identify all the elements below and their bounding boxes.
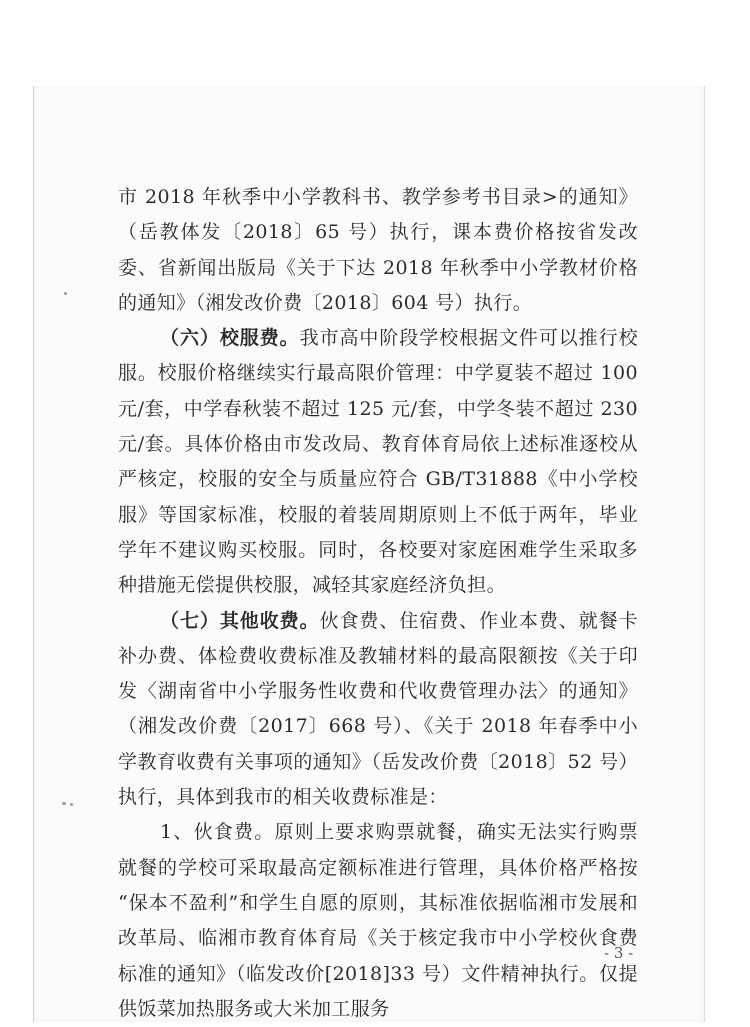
section-heading-other-fees: （七）其他收费。 bbox=[160, 609, 320, 632]
page-number: - 3 - bbox=[604, 944, 634, 962]
scan-speck bbox=[62, 802, 66, 805]
paragraph-uniform-fee bbox=[118, 321, 638, 603]
paragraph-meal-fee: 1、伙食费。原则上要求购票就餐，确实无法实行购票就餐的学校可采取最高定额标准进行管理，具体价格严格按 “保本不盈利”和学生自愿的原则，其标准依据临湘市发展和改革局、临湘市教育体育局《关于核定我市中小学校伙食费标准的通知》（临发改价[2018]33 号）文件精神执行。仅提供饭菜加热服务或大米加工服务 bbox=[118, 821, 638, 1020]
uniform-fee-text: 我市高中阶段学校根据文件可以推行校服。校服价格继续实行最高限价管理：中学夏装不超过 100 元/套，中学春秋装不超过 125 元/套，中学冬装不超过 230 元/套。具体价格由市发改局、教育体育局依上述标准逐校从严核定，校服的安全与质量应符合 GB/T31888《中小学校服》等国家标准，校服的着装周期原则上不低于两年，毕业学年不建议购买校服。同时，各校要对家庭困难学生采取多种措施无偿提供校服，减轻其家庭经济负担。 bbox=[118, 327, 638, 597]
document-body bbox=[118, 180, 638, 1027]
other-fees-text: 伙食费、住宿费、作业本费、就餐卡补办费、体检费收费标准及教辅材料的最高限额按《关于印发〈湖南省中小学服务性收费和代收费管理办法〉的通知》（湘发改价费〔2017〕668 号）、《关于 2018 年春季中小学教育收费有关事项的通知》（岳发改价费〔2018〕52 号）执行，具体到我市的相关收费标准是： bbox=[118, 609, 638, 809]
section-heading-uniform: （六）校服费。 bbox=[160, 327, 300, 350]
paragraph-other-fees bbox=[118, 604, 638, 816]
scan-speck bbox=[70, 803, 73, 806]
paragraph-textbook-fee: 市 2018 年秋季中小学教科书、教学参考书目录>的通知》（岳教体发〔2018〕65 号）执行，课本费价格按省发改委、省新闻出版局《关于下达 2018 年秋季中小学教材价格的通知》（湘发改价费〔2018〕604 号）执行。 bbox=[118, 186, 638, 314]
scan-speck bbox=[64, 292, 67, 295]
